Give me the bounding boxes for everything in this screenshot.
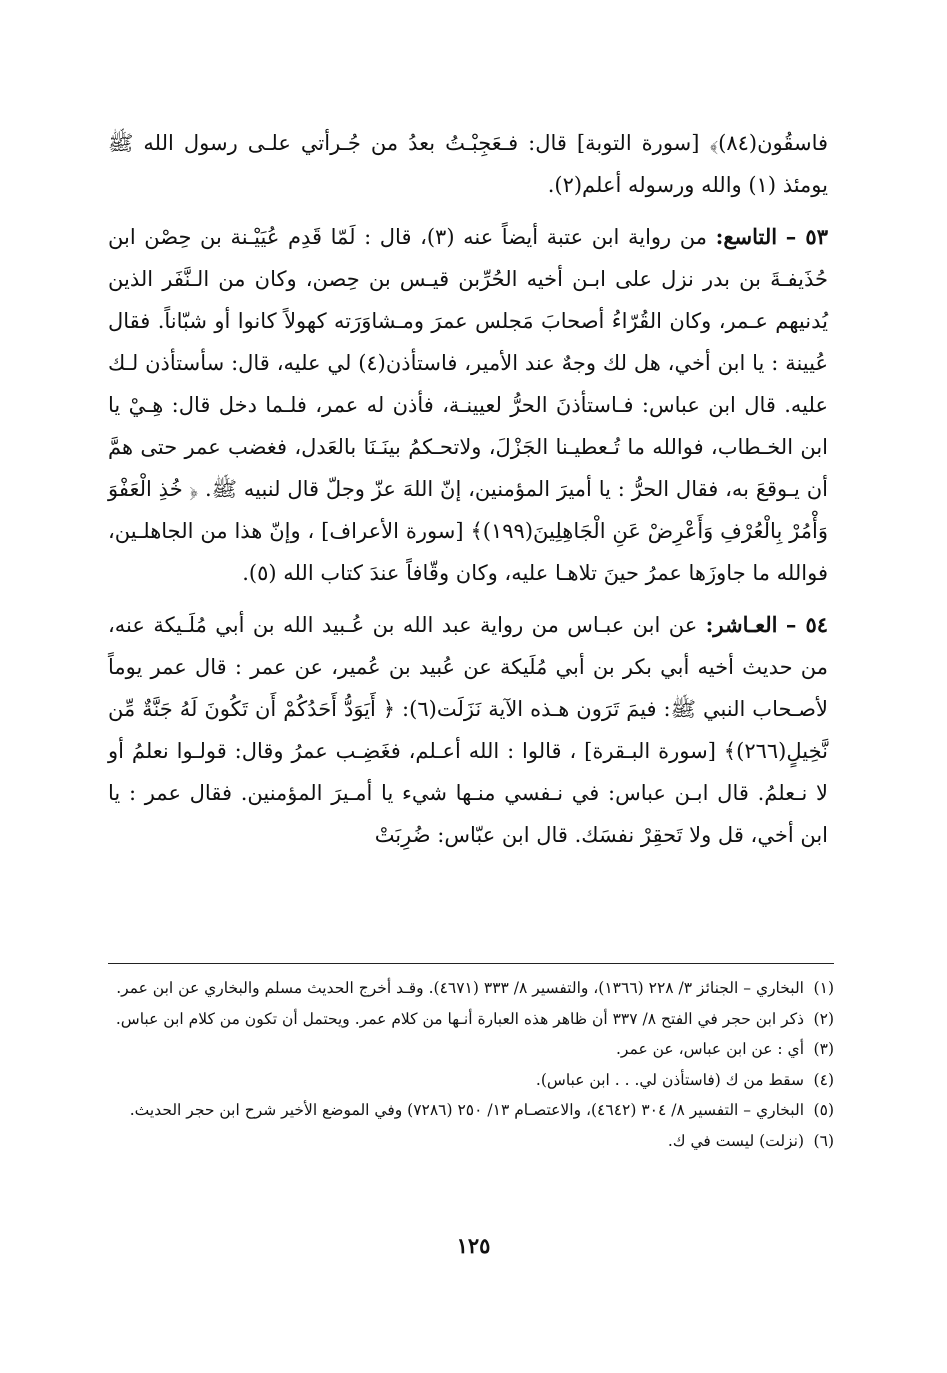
text-line: ابن حُذَيفـةَ بن بدر نزل على ابـن أخيه الحُرِّبن قيـس بن حِصن، وكان من الـنَّفَر	[108, 225, 828, 291]
footnote-1	[108, 975, 834, 1003]
footnote-number: (٤)	[813, 1070, 834, 1089]
text-line: عمر يوماً لأصـحاب النبي ﷺ: فيمَ تَرَون هـذه الآية نَزَلَت(٦): ﴿ أَيَوَدُّ أَحَدُكُمْ أَن	[108, 655, 828, 721]
text-line: وقّافاً عندَ كتاب الله (٥).	[242, 561, 450, 585]
text-line: عن ابن عبـاس من رواية عبد الله بن عُـبيد الله بن أبي مُلَـيكة	[153, 613, 698, 637]
footnote-text: أي : عن ابن عباس، عن عمر.	[616, 1040, 804, 1058]
footnote-number: (٥)	[813, 1101, 834, 1119]
footnote-number: (٣)	[813, 1040, 834, 1058]
text-line: المؤمنين. فقال عمر : يا ابن أخي، قل ولا تَحقِرْ نفسَك. قال ابن عبّاس: ضُرِبَتْ	[108, 781, 828, 847]
paragraph-heading: التاسع:	[715, 224, 778, 249]
paragraph-54	[108, 604, 828, 856]
text-line: عنه، من حديث أخيه أبي بكر بن أبي مُلَيكة عن عُبيد بن عُمير، عن عمر : قال	[108, 613, 828, 679]
text-line: الأعراف] ، وإنّ هذا من الجاهلـين، فوالله ما جاوزَها عمرُ حينَ تلاهـا عليه، وكان	[108, 519, 828, 585]
text-line: من رواية ابن عتبة أيضاً عنه (٣)، قال : لَمّا قَدِم عُيَيْـنة بن حِصْن	[144, 225, 708, 249]
text-line: قال: سأستأذن لـك عليه. قال ابن عباس: فـاستأذنَ الحرُّ لعيينـة، فأذن له عمر،	[108, 351, 828, 417]
page-number: ١٢٥	[456, 1233, 491, 1258]
footnote-text: البخاري – الجنائز ٣/ ٢٢٨ (١٣٦٦)، والتفسير ٨/ ٣٣٣ (٤٦٧١). وقـد أخرج الحديث مسلم والبخاري عن ابن عمر.	[116, 979, 804, 997]
text-line: وقال: قولـوا نعلمُ أو لا نـعلمُ. قال ابـن عباس: في نـفسي منـها شيء يا أمـيرَ	[108, 739, 828, 805]
text-line: الذين يُدنيهم عـمر، وكان القُرّاءُ أصحابَ مَجلس عمرَ ومـشاوَرَته كهولاً كانوا أو	[108, 267, 828, 333]
footnote-number: (٢)	[813, 1009, 834, 1028]
text-line: شبّاناً. فقال عُيينة : يا ابن أخي، هل لك وجهٌ عند الأمير، فاستأذن(٤) لي عليه،	[108, 309, 828, 375]
footnote-text: ذكر ابن حجر في الفتح ٨/ ٣٣٧ أن ظاهر هذه العبارة أنـها من كلام عمر. ويحتمل أن تكون من كلام ابن عباس.	[115, 1009, 804, 1028]
text-line: فلـما دخل قال: هِـيْ يا ابن الخـطاب، فوالله ما تُـعطيـنا الجَزْلَ، ولاتحـكمُ بينَـنَا	[108, 393, 828, 459]
footnote-divider	[108, 963, 834, 964]
text-line: تَكُونَ لَهُ جَنَّةٌ مِّن نَّخِيلٍ(٢٦٦)﴾ [سورة البـقرة] ، قالوا : الله أعـلم، فغَضِـب عمرُ	[108, 697, 828, 763]
paragraph-number: ٥٤ –	[785, 612, 829, 637]
paragraph-heading: العـاشر:	[705, 612, 778, 637]
paragraph-number: ٥٣ –	[785, 224, 828, 249]
text-line: بالعَدل، فغضب عمر حتى همَّ أن يـوقعَ به، فقال الحرُّ : يا أميرَ المؤمنين، إنّ اللهَ	[108, 435, 828, 501]
footnote-text: البخاري – التفسير ٨/ ٣٠٤ (٤٦٤٢)، والاعتصـام ١٣/ ٢٥٠ (٧٢٨٦) وفي الموضع الأخير شرح ابن حجر الحديث.	[129, 1101, 804, 1119]
footnote-text: (نزلت) ليست في ك.	[667, 1131, 804, 1150]
footnote-2	[108, 1006, 834, 1034]
footnote-number: (٦)	[813, 1131, 834, 1150]
footnote-4	[108, 1067, 834, 1095]
footnote-3	[108, 1036, 834, 1064]
paragraph-continuation	[108, 122, 828, 206]
footnote-text: سقط من ك (فاستأذن لي. . . ابن عباس).	[535, 1070, 804, 1089]
paragraph-53	[108, 216, 828, 594]
text-line: عزّ وجلّ قال لنبيه ﷺ. ﴿ خُذِ الْعَفْوَ وَأْمُرْ بِالْعُرْفِ وَأَعْرِضْ عَنِ الْجَاهِلِينَ(١٩٩)﴾ [سورة	[108, 477, 828, 543]
text-line: فاسقُون(٨٤)﴾ [سورة التوبة] قال: فـعَجِبْـتُ بعدُ من جُـرأتي علـى رسول الله ﷺ	[108, 131, 829, 155]
main-text	[108, 122, 828, 856]
text-line: يومئذ (١) والله ورسوله أعلم(٢).	[547, 173, 828, 197]
footnotes	[108, 975, 834, 1155]
footnote-5	[108, 1097, 834, 1125]
footnote-number: (١)	[813, 979, 834, 997]
footnote-6	[108, 1128, 834, 1156]
